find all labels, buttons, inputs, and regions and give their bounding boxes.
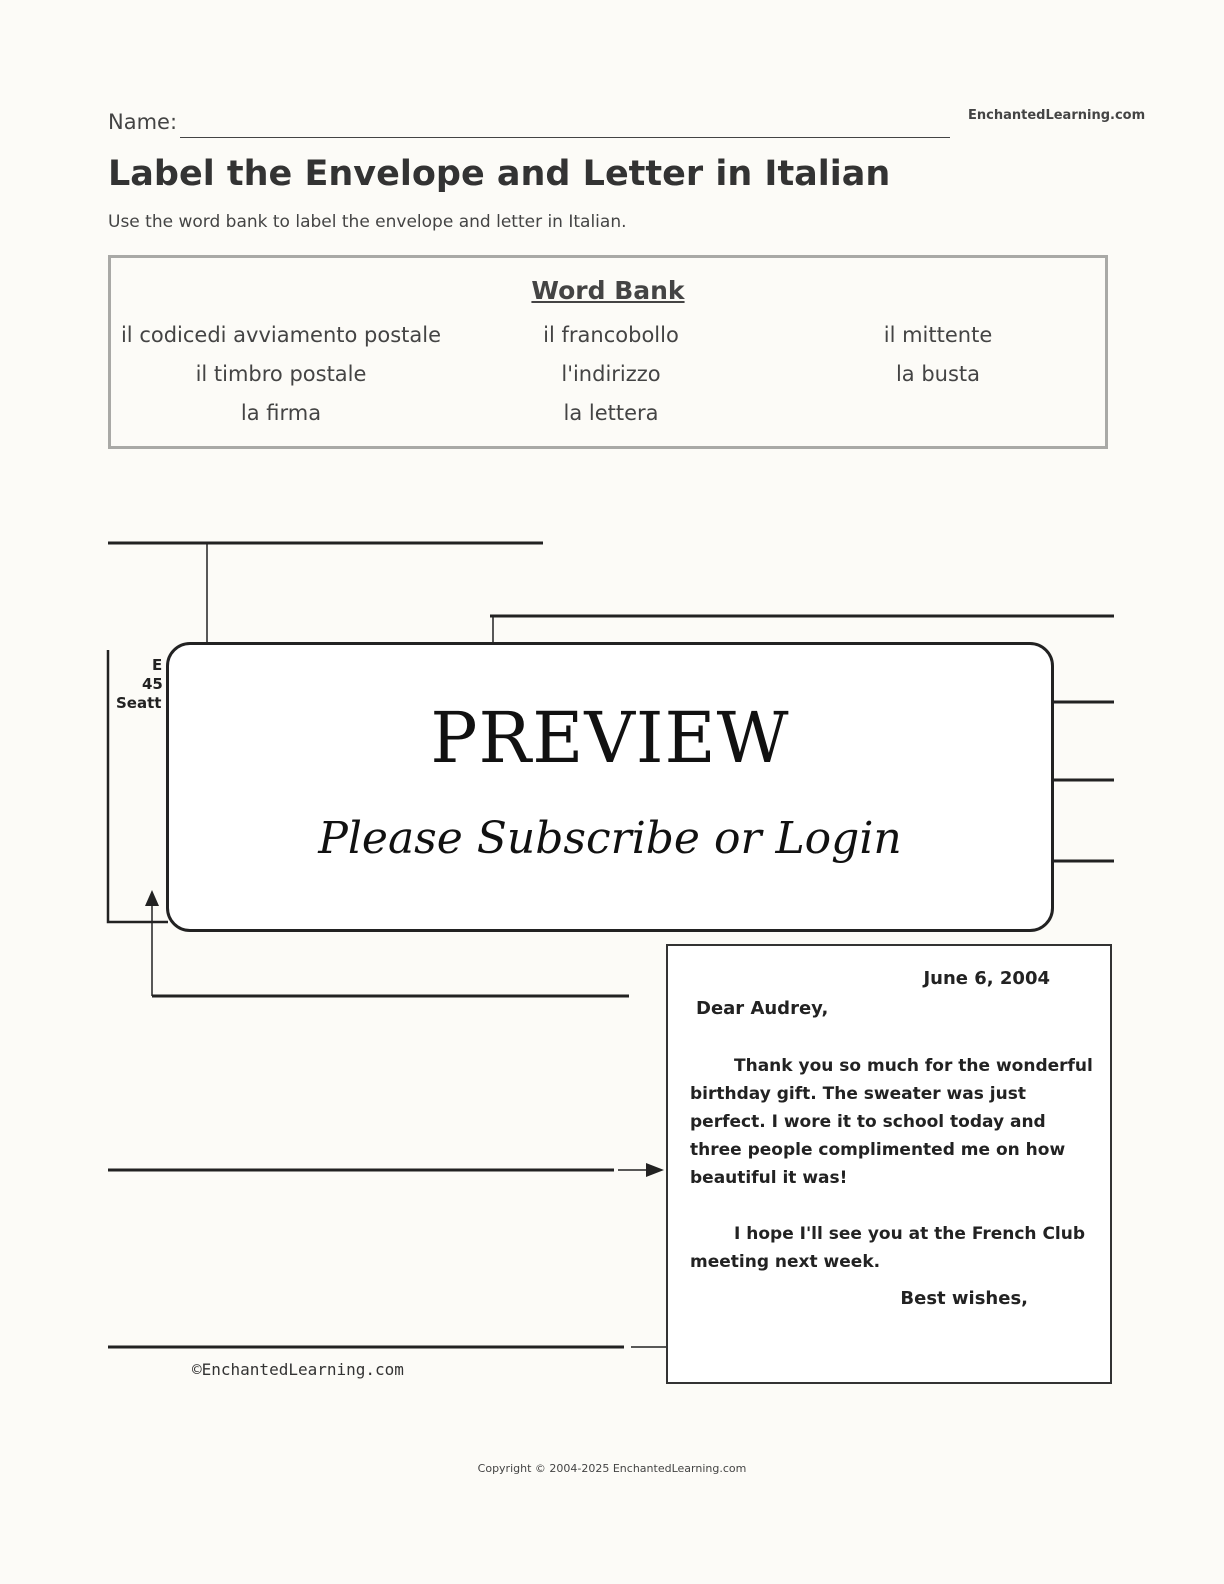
footer-copyright: Copyright © 2004-2025 EnchantedLearning.com xyxy=(477,1462,747,1475)
envelope-return-address xyxy=(116,656,168,713)
name-label: Name: xyxy=(108,110,178,134)
address-line: 45 xyxy=(142,675,163,693)
image-credit: ©EnchantedLearning.com xyxy=(192,1360,404,1379)
letter-body xyxy=(690,1052,1098,1304)
page-title: Label the Envelope and Letter in Italian xyxy=(108,154,891,194)
address-line: E xyxy=(152,656,163,674)
letter-date: June 6, 2004 xyxy=(923,968,1050,989)
site-name: EnchantedLearning.com xyxy=(968,108,1146,123)
arrow-head-up xyxy=(145,890,159,906)
letter-paragraph: I hope I'll see you at the French Club meeting next week. xyxy=(690,1224,1086,1272)
word-bank-title: Word Bank xyxy=(531,276,685,305)
word-bank-item: l'indirizzo xyxy=(561,362,661,386)
instructions: Use the word bank to label the envelope and letter in Italian. xyxy=(108,212,627,232)
letter-illustration xyxy=(666,944,1112,1384)
word-bank-item: la lettera xyxy=(563,401,659,425)
preview-title: PREVIEW xyxy=(430,697,790,779)
letter-greeting: Dear Audrey, xyxy=(696,998,829,1019)
arrow-head-right xyxy=(646,1163,664,1177)
word-bank-item: il francobollo xyxy=(543,323,679,347)
address-line: Seatt xyxy=(116,694,162,712)
word-bank-item: il codicedi avviamento postale xyxy=(120,323,442,347)
word-bank-item: il timbro postale xyxy=(195,362,367,386)
word-bank-item: la busta xyxy=(895,362,981,386)
letter-closing: Best wishes, xyxy=(900,1288,1028,1309)
preview-overlay[interactable] xyxy=(166,642,1054,932)
word-bank-item: il mittente xyxy=(883,323,993,347)
word-bank-item: la firma xyxy=(240,401,322,425)
letter-paragraph: Thank you so much for the wonderful birthday gift. The sweater was just perfect. I wore it to school today and three people complimented me on how beautiful it was! xyxy=(690,1056,1093,1188)
preview-subtitle[interactable]: Please Subscribe or Login xyxy=(318,813,902,864)
